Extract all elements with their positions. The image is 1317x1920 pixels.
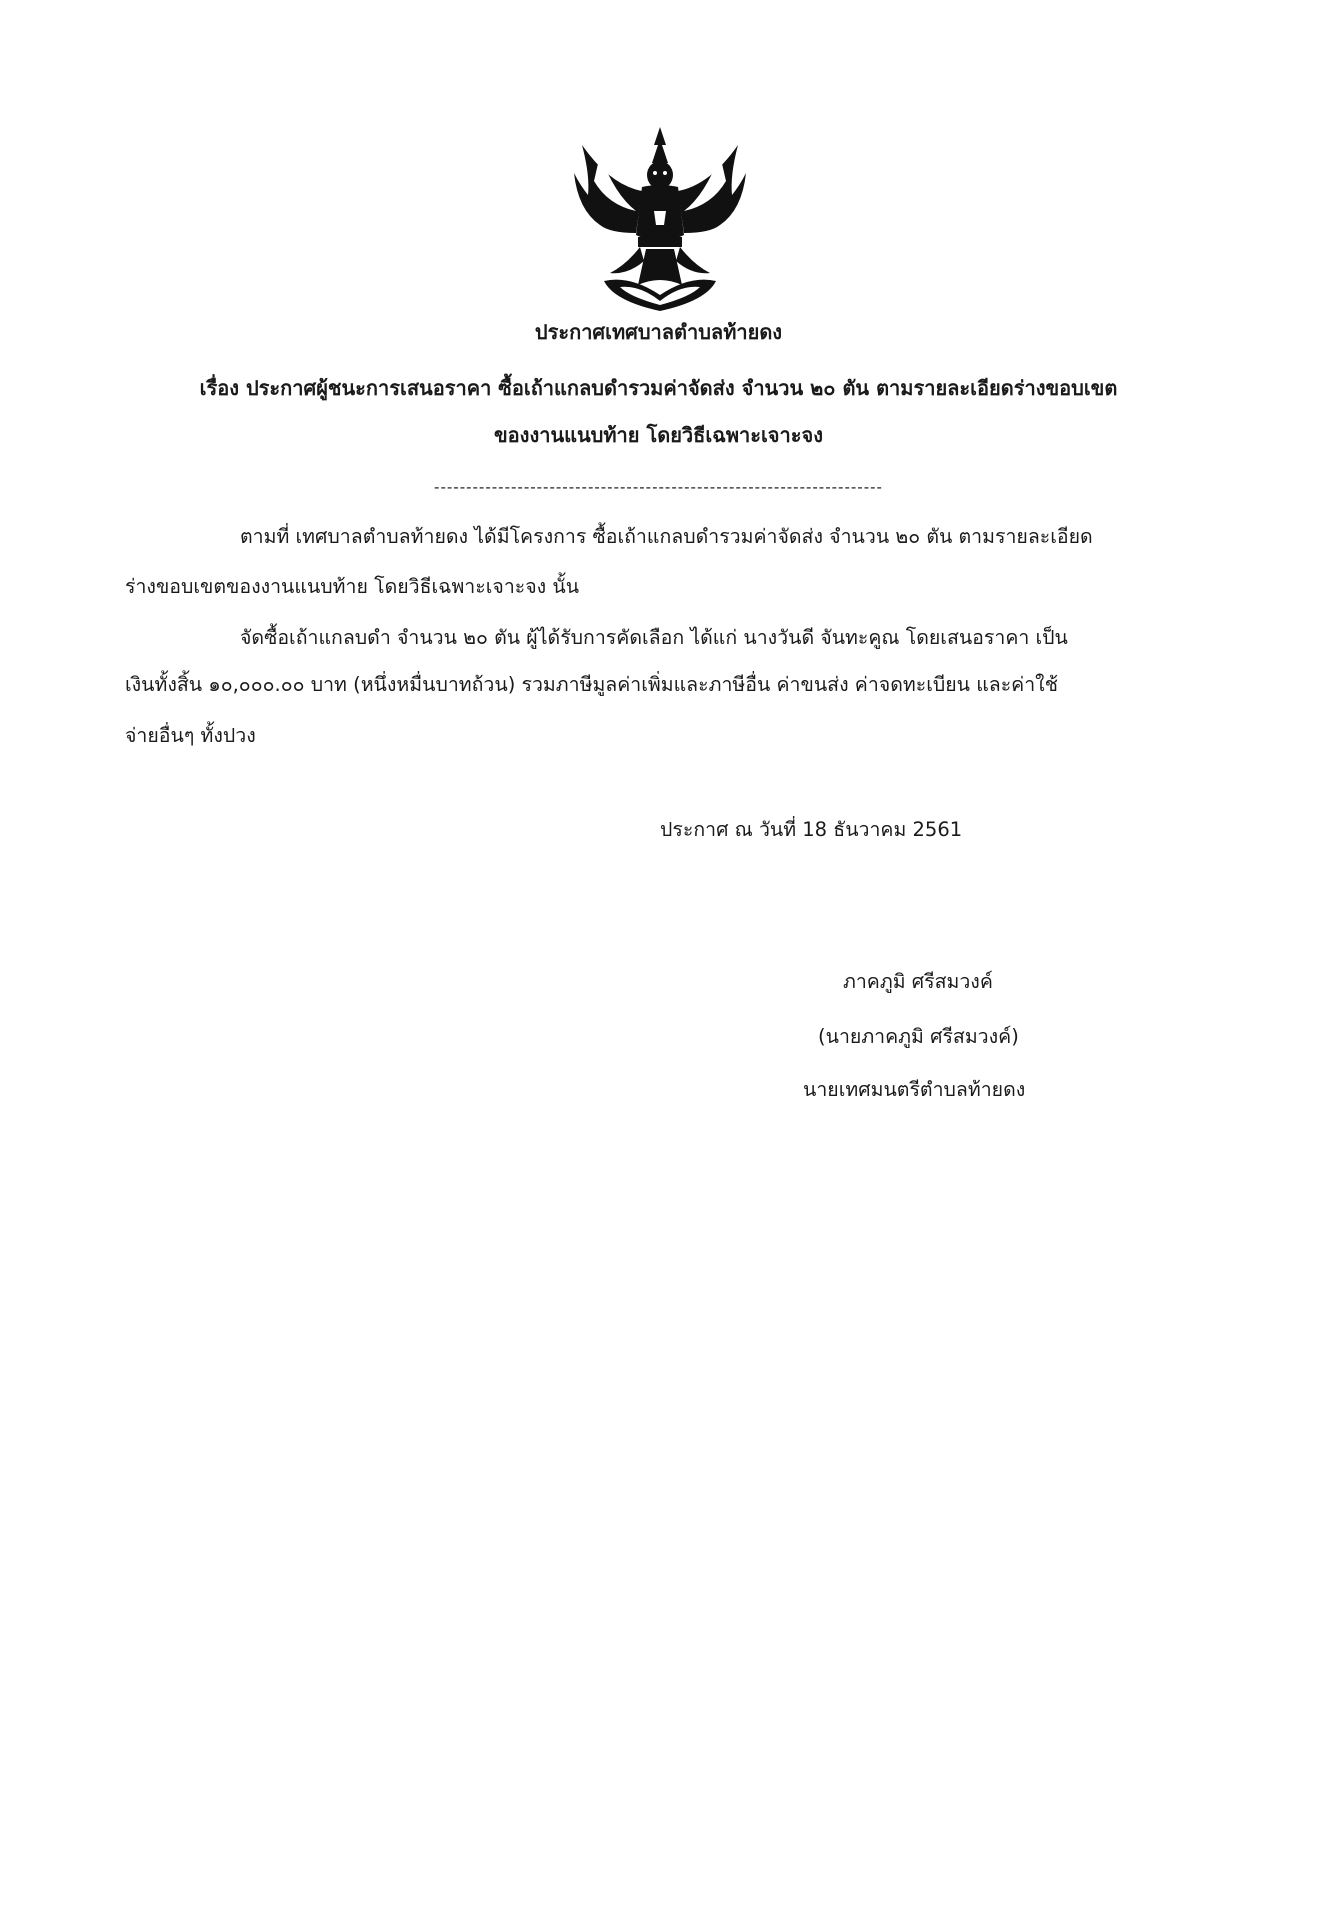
paragraph1-line1: ตามที่ เทศบาลตำบลท้ายดง ได้มีโครงการ ซื้อเถ้าแกลบดำรวมค่าจัดส่ง จำนวน ๒๐ ตัน ตามรายละเอียด xyxy=(240,525,1093,548)
signer-name: (นายภาคภูมิ ศรีสมวงค์) xyxy=(818,1025,1019,1048)
paragraph2-line2: เงินทั้งสิ้น ๑๐,๐๐๐.๐๐ บาท (หนึ่งหมื่นบาทถ้วน) รวมภาษีมูลค่าเพิ่มและภาษีอื่น ค่าขนส่ง ค่าจดทะเบียน และค่าใช้ xyxy=(125,673,1058,696)
announcement-date: ประกาศ ณ วันที่ 18 ธันวาคม 2561 xyxy=(660,818,963,841)
signature: ภาคภูมิ ศรีสมวงค์ xyxy=(843,970,993,993)
paragraph2-line1: จัดซื้อเถ้าแกลบดำ จำนวน ๒๐ ตัน ผู้ได้รับการคัดเลือก ได้แก่ นางวันดี จันทะคูณ โดยเสนอราคา เป็น xyxy=(240,626,1068,649)
divider-line: ---------------------------------------------------------------------- xyxy=(434,478,883,496)
signer-position: นายเทศมนตรีตำบลท้ายดง xyxy=(803,1078,1026,1101)
announcement-title: ประกาศเทศบาลตำบลท้ายดง xyxy=(534,320,783,344)
paragraph2-line3: จ่ายอื่นๆ ทั้งปวง xyxy=(125,724,256,747)
garuda-emblem-icon xyxy=(570,125,750,315)
paragraph1-line2: ร่างขอบเขตของงานแนบท้าย โดยวิธีเฉพาะเจาะจง นั้น xyxy=(125,575,580,598)
announcement-subject-line1: เรื่อง ประกาศผู้ชนะการเสนอราคา ซื้อเถ้าแกลบดำรวมค่าจัดส่ง จำนวน ๒๐ ตัน ตามรายละเอียดร่างขอบเขต xyxy=(199,376,1118,400)
announcement-subject-line2: ของงานแนบท้าย โดยวิธีเฉพาะเจาะจง xyxy=(494,423,823,447)
